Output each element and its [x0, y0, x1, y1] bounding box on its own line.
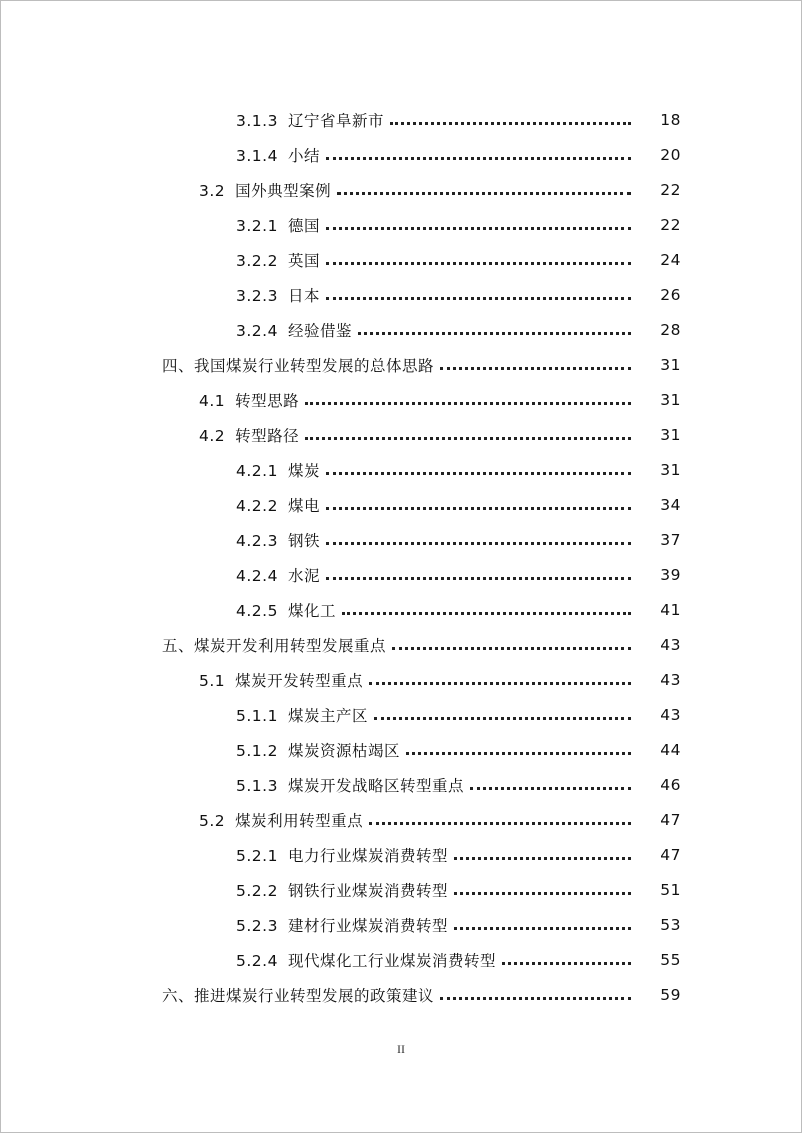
toc-leader-dots — [342, 612, 631, 615]
toc-entry[interactable] — [0, 732, 802, 767]
toc-entry-text — [236, 249, 326, 271]
toc-entry-number: 4.2.3 — [236, 531, 278, 550]
toc-entry[interactable] — [0, 662, 802, 697]
toc-entry-text — [236, 284, 326, 306]
toc-leader-dots — [326, 297, 631, 300]
toc-entry-text — [236, 949, 502, 971]
toc-leader-dots — [326, 507, 631, 510]
toc-entry-title: 煤炭开发转型重点 — [235, 671, 364, 690]
toc-leader-dots — [326, 227, 631, 230]
toc-entry-number: 4.2.4 — [236, 566, 278, 585]
toc-entry-number: 3.2.2 — [236, 251, 278, 270]
toc-entry-text — [199, 179, 337, 201]
toc-leader-dots — [392, 647, 631, 650]
toc-entry-text — [236, 564, 326, 586]
toc-entry-text — [236, 144, 326, 166]
toc-entry-page: 28 — [660, 320, 681, 339]
toc-entry-title: 转型路径 — [235, 426, 300, 445]
toc-entry-text — [236, 844, 454, 866]
toc-entry-page: 43 — [660, 635, 681, 654]
toc-entry-text — [236, 914, 454, 936]
toc-entry[interactable] — [0, 977, 802, 1012]
toc-entry-title: 煤炭主产区 — [287, 706, 368, 725]
table-of-contents — [0, 102, 802, 1012]
toc-entry-text — [199, 669, 369, 691]
toc-entry-number: 六、 — [162, 986, 195, 1005]
toc-entry-title: 德国 — [287, 216, 320, 235]
toc-entry-title: 转型思路 — [235, 391, 300, 410]
toc-entry-number: 5.2.1 — [236, 846, 278, 865]
toc-entry[interactable] — [0, 347, 802, 382]
toc-entry-page: 47 — [660, 810, 681, 829]
toc-entry-number: 3.2 — [199, 181, 226, 200]
toc-entry-title: 煤炭开发战略区转型重点 — [287, 776, 464, 795]
toc-entry-page: 37 — [660, 530, 681, 549]
toc-entry-title: 经验借鉴 — [287, 321, 352, 340]
toc-entry-text — [236, 529, 326, 551]
toc-entry-title: 煤炭 — [287, 461, 320, 480]
toc-leader-dots — [470, 787, 631, 790]
toc-entry-number: 5.2 — [199, 811, 226, 830]
toc-entry-page: 55 — [660, 950, 681, 969]
toc-entry-text — [236, 774, 470, 796]
toc-leader-dots — [326, 157, 631, 160]
toc-entry[interactable] — [0, 697, 802, 732]
toc-leader-dots — [305, 437, 631, 440]
toc-entry[interactable] — [0, 382, 802, 417]
toc-entry-page: 26 — [660, 285, 681, 304]
toc-leader-dots — [337, 192, 631, 195]
toc-entry[interactable] — [0, 942, 802, 977]
toc-entry[interactable] — [0, 767, 802, 802]
toc-entry-text — [236, 739, 406, 761]
toc-leader-dots — [369, 682, 631, 685]
toc-entry-text — [236, 494, 326, 516]
toc-entry[interactable] — [0, 487, 802, 522]
toc-entry[interactable] — [0, 137, 802, 172]
toc-entry[interactable] — [0, 312, 802, 347]
toc-leader-dots — [502, 962, 631, 965]
toc-entry[interactable] — [0, 452, 802, 487]
toc-entry-page: 43 — [660, 705, 681, 724]
toc-entry-title: 我国煤炭行业转型发展的总体思路 — [194, 356, 435, 375]
toc-entry-page: 24 — [660, 250, 681, 269]
toc-entry-title: 现代煤化工行业煤炭消费转型 — [287, 951, 496, 970]
toc-entry-text — [236, 214, 326, 236]
toc-entry-text — [236, 319, 358, 341]
toc-entry-number: 5.2.4 — [236, 951, 278, 970]
toc-leader-dots — [454, 857, 631, 860]
toc-entry-page: 20 — [660, 145, 681, 164]
toc-entry[interactable] — [0, 522, 802, 557]
toc-entry-text — [162, 354, 440, 376]
toc-entry[interactable] — [0, 627, 802, 662]
toc-leader-dots — [326, 262, 631, 265]
toc-leader-dots — [374, 717, 631, 720]
toc-entry[interactable] — [0, 907, 802, 942]
toc-leader-dots — [454, 892, 631, 895]
toc-entry-number: 4.2.1 — [236, 461, 278, 480]
toc-entry-title: 煤炭资源枯竭区 — [287, 741, 400, 760]
toc-entry-number: 五、 — [162, 636, 195, 655]
toc-entry-text — [236, 459, 326, 481]
toc-leader-dots — [406, 752, 631, 755]
toc-entry-page: 18 — [660, 110, 681, 129]
toc-entry-number: 4.1 — [199, 391, 226, 410]
toc-entry-text — [236, 879, 454, 901]
toc-entry-page: 22 — [660, 180, 681, 199]
toc-leader-dots — [440, 997, 631, 1000]
toc-entry-number: 3.1.4 — [236, 146, 278, 165]
toc-entry-text — [199, 389, 305, 411]
toc-leader-dots — [390, 122, 631, 125]
toc-entry[interactable] — [0, 207, 802, 242]
toc-entry-page: 31 — [660, 425, 681, 444]
toc-entry-text — [162, 634, 392, 656]
page-number: II — [397, 1042, 405, 1056]
toc-leader-dots — [326, 577, 631, 580]
toc-entry[interactable] — [0, 557, 802, 592]
toc-entry[interactable] — [0, 102, 802, 137]
toc-entry-page: 31 — [660, 355, 681, 374]
toc-entry-title: 推进煤炭行业转型发展的政策建议 — [194, 986, 435, 1005]
toc-leader-dots — [358, 332, 631, 335]
toc-entry-page: 44 — [660, 740, 681, 759]
toc-leader-dots — [326, 542, 631, 545]
toc-leader-dots — [369, 822, 631, 825]
toc-entry-title: 煤化工 — [287, 601, 336, 620]
toc-leader-dots — [305, 402, 631, 405]
toc-entry-page: 22 — [660, 215, 681, 234]
toc-entry-page: 31 — [660, 460, 681, 479]
toc-entry-title: 建材行业煤炭消费转型 — [287, 916, 448, 935]
toc-entry-page: 59 — [660, 985, 681, 1004]
toc-entry-page: 41 — [660, 600, 681, 619]
toc-entry-title: 煤炭利用转型重点 — [235, 811, 364, 830]
toc-entry[interactable] — [0, 837, 802, 872]
toc-entry-title: 国外典型案例 — [235, 181, 332, 200]
toc-entry-page: 47 — [660, 845, 681, 864]
toc-entry[interactable] — [0, 872, 802, 907]
toc-entry-number: 3.2.3 — [236, 286, 278, 305]
toc-entry-title: 辽宁省阜新市 — [287, 111, 384, 130]
toc-entry-page: 34 — [660, 495, 681, 514]
toc-entry-number: 5.1.2 — [236, 741, 278, 760]
toc-entry-title: 英国 — [287, 251, 320, 270]
toc-entry-title: 钢铁 — [287, 531, 320, 550]
toc-entry-text — [236, 704, 374, 726]
toc-entry-title: 电力行业煤炭消费转型 — [287, 846, 448, 865]
toc-entry-page: 31 — [660, 390, 681, 409]
toc-leader-dots — [440, 367, 631, 370]
toc-entry-number: 5.2.3 — [236, 916, 278, 935]
toc-entry-number: 3.2.1 — [236, 216, 278, 235]
toc-entry-number: 四、 — [162, 356, 195, 375]
toc-entry-number: 3.2.4 — [236, 321, 278, 340]
toc-entry-number: 4.2.2 — [236, 496, 278, 515]
toc-entry-page: 43 — [660, 670, 681, 689]
toc-entry-title: 日本 — [287, 286, 320, 305]
toc-entry-text — [236, 599, 342, 621]
toc-entry[interactable] — [0, 802, 802, 837]
toc-entry-title: 煤炭开发利用转型发展重点 — [194, 636, 387, 655]
toc-entry-text — [199, 424, 305, 446]
toc-entry-page: 39 — [660, 565, 681, 584]
toc-entry-page: 53 — [660, 915, 681, 934]
toc-entry-page: 51 — [660, 880, 681, 899]
toc-entry-page: 46 — [660, 775, 681, 794]
toc-entry-number: 5.1 — [199, 671, 226, 690]
toc-entry-title: 钢铁行业煤炭消费转型 — [287, 881, 448, 900]
toc-entry-number: 3.1.3 — [236, 111, 278, 130]
toc-entry[interactable] — [0, 277, 802, 312]
toc-leader-dots — [454, 927, 631, 930]
toc-entry-title: 水泥 — [287, 566, 320, 585]
toc-entry[interactable] — [0, 172, 802, 207]
toc-entry-text — [199, 809, 369, 831]
toc-entry-number: 5.1.3 — [236, 776, 278, 795]
toc-entry-number: 5.1.1 — [236, 706, 278, 725]
toc-entry[interactable] — [0, 417, 802, 452]
toc-entry[interactable] — [0, 592, 802, 627]
toc-entry[interactable] — [0, 242, 802, 277]
toc-entry-number: 4.2 — [199, 426, 226, 445]
toc-entry-text — [162, 984, 440, 1006]
toc-entry-number: 4.2.5 — [236, 601, 278, 620]
toc-entry-number: 5.2.2 — [236, 881, 278, 900]
toc-entry-title: 小结 — [287, 146, 320, 165]
toc-leader-dots — [326, 472, 631, 475]
toc-entry-text — [236, 109, 390, 131]
toc-entry-title: 煤电 — [287, 496, 320, 515]
